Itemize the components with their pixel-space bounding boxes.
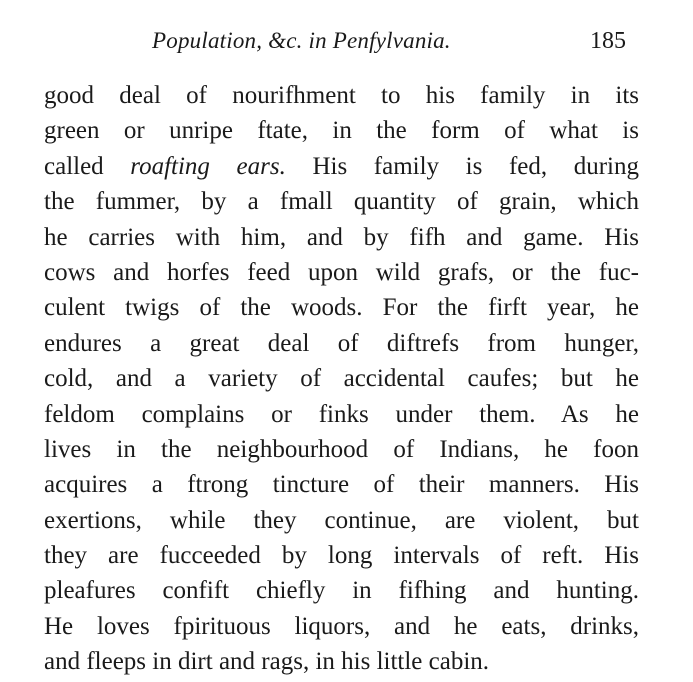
text-line: cows and horfes feed upon wild grafs, or the fuc- xyxy=(44,258,639,286)
text-line: and fleeps in dirt and rags, in his little cabin. xyxy=(44,648,490,676)
running-title: Population, &c. in Penfylvania. xyxy=(152,28,451,53)
page-header xyxy=(0,22,693,62)
text-run: His family is fed, during xyxy=(285,152,639,180)
page-number: 185 xyxy=(590,28,626,54)
text-line: green or unripe ftate, in the form of what is xyxy=(44,117,639,145)
text-line: the fummer, by a fmall quantity of grain, which xyxy=(44,188,639,216)
text-line: acquires a ftrong tincture of their manners. His xyxy=(44,471,639,499)
text-line: pleafures confift chiefly in fifhing and hunting. xyxy=(44,577,639,605)
text-line: good deal of nourifhment to his family in its xyxy=(44,82,639,109)
text-line: culent twigs of the woods. For the firft year, he xyxy=(44,294,639,322)
text-line: endures a great deal of diftrefs from hunger, xyxy=(44,329,639,357)
text-line: lives in the neighbourhood of Indians, he foon xyxy=(44,435,639,463)
text-line: exertions, while they continue, are violent, but xyxy=(44,506,639,534)
text-line: feldom complains or finks under them. As he xyxy=(44,400,639,428)
text-line: He loves fpirituous liquors, and he eats, drinks, xyxy=(44,612,639,640)
italic-phrase: roafting ears. xyxy=(130,152,286,180)
text-line: they are fucceeded by long intervals of reft. His xyxy=(44,542,639,570)
text-run: called xyxy=(44,152,131,180)
text-line xyxy=(44,149,639,184)
text-line: cold, and a variety of accidental caufes; but he xyxy=(44,365,639,393)
body-paragraph xyxy=(44,78,639,680)
text-line: he carries with him, and by fifh and game. His xyxy=(44,223,639,251)
